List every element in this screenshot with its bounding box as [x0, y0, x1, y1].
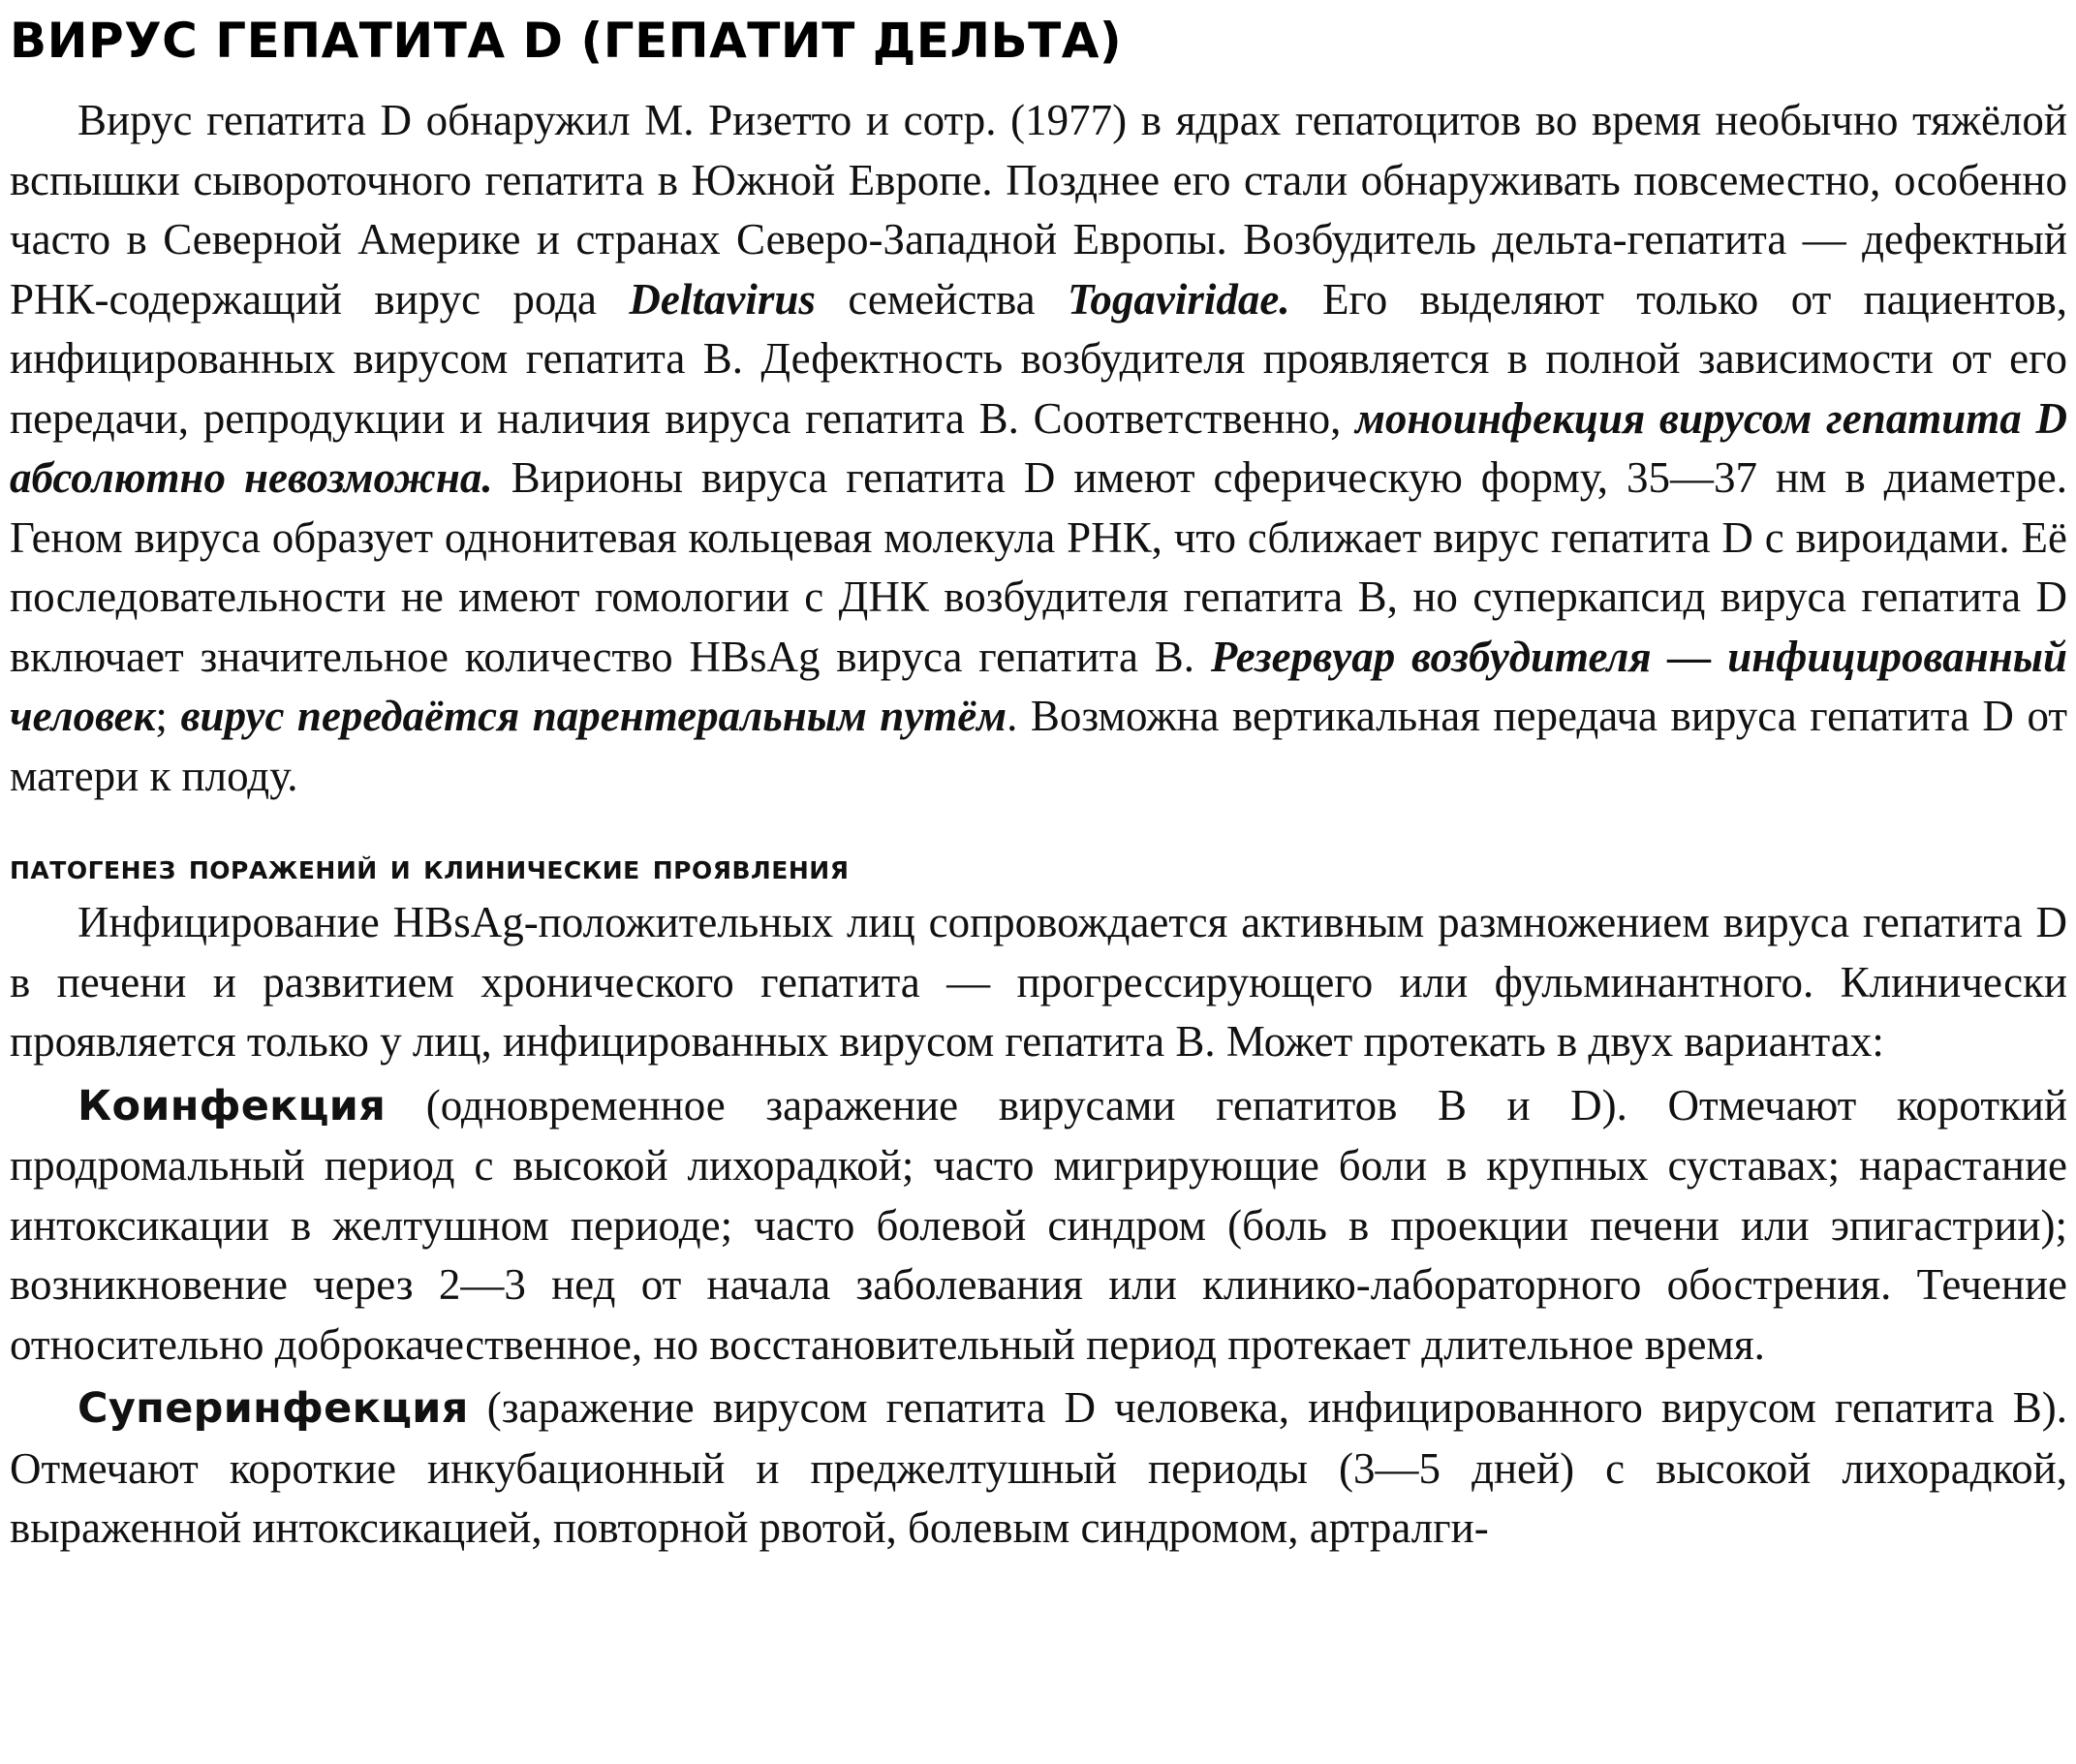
- document-page: [10, 0, 2067, 1559]
- genus-name: Deltavirus: [629, 274, 816, 324]
- reservoir-emphasis: Резервуар возбудителя — инфицированный человек: [10, 632, 2068, 740]
- intro-text-5: ;: [155, 692, 168, 740]
- coinfection-paragraph: [10, 1076, 2067, 1376]
- section-heading: патогенез поражений и клинические проявления: [10, 848, 850, 887]
- intro-text-6: . Возможна вертикальная передача вируса гепатита D от матери к плоду.: [10, 692, 2068, 800]
- intro-text-2: семейства: [848, 274, 1036, 324]
- superinfection-term: Суперинфекция: [77, 1384, 469, 1433]
- family-name: Togaviridae.: [1068, 274, 1290, 324]
- intro-text-4: Вирионы вируса гепатита D имеют сферическую форму, 35—37 нм в диаметре. Геном вируса образует однонитевая кольцевая молекула РНК, что сближает вирус гепатита D с вироидами. Её последовательности не имеют гомологии с ДНК возбудителя гепатита В, но суперкапсид вируса гепатита D включает значительное количество HBsAg вируса гепатита В.: [10, 453, 2068, 681]
- intro-paragraph: [10, 91, 2067, 806]
- intro-text-1: Вирус гепатита D обнаружил М. Ризетто и сотр. (1977) в ядрах гепатоцитов во время необычно тяжёлой вспышки сывороточного гепатита в Южной Европе. Позднее его стали обнаруживать повсеместно, особенно часто в Северной Америке и странах Северо-Западной Европы. Возбудитель дельта-гепатита — дефектный РНК-содержащий вирус рода: [10, 96, 2067, 324]
- monoinfection-emphasis: моноинфекция вирусом гепатита D абсолютно невозможна.: [10, 393, 2068, 502]
- coinfection-text: (одновременное заражение вирусами гепатитов В и D). Отмечают короткий продромальный период с высокой лихорадкой; часто мигрирующие боли в крупных суставах; нарастание интоксикации в желтушном периоде; часто болевой синдром (боль в проекции печени или эпигастрии); возникновение через 2—3 нед от начала заболевания или клинико-лабораторного обострения. Течение относительно доброкачественное, но восстановительный период протекает длительное время.: [10, 1080, 2068, 1369]
- coinfection-term: Коинфекция: [77, 1081, 387, 1130]
- transmission-emphasis: вирус передаётся парентеральным путём: [180, 692, 1007, 740]
- superinfection-text: (заражение вирусом гепатита D человека, инфицированного вирусом гепатита В). Отмечают короткие инкубационный и преджелтушный периоды (3—5 дней) с высокой лихорадкой, выраженной интоксикацией, повторной рвотой, болевым синдромом, артралги-: [10, 1383, 2067, 1552]
- page-title: ВИРУС ГЕПАТИТА D (ГЕПАТИТ ДЕЛЬТА): [10, 13, 1123, 69]
- superinfection-paragraph: [10, 1378, 2067, 1559]
- intro-text-3: Его выделяют только от пациентов, инфицированных вирусом гепатита В. Дефектность возбудителя проявляется в полной зависимости от его передачи, репродукции и наличия вируса гепатита В. Соответственно,: [10, 274, 2067, 443]
- pathogenesis-paragraph: Инфицирование HBsAg-положительных лиц сопровождается активным размножением вируса гепатита D в печени и развитием хронического гепатита — прогрессирующего или фульминантного. Клинически проявляется только у лиц, инфицированных вирусом гепатита В. Может протекать в двух вариантах:: [10, 898, 2067, 1066]
